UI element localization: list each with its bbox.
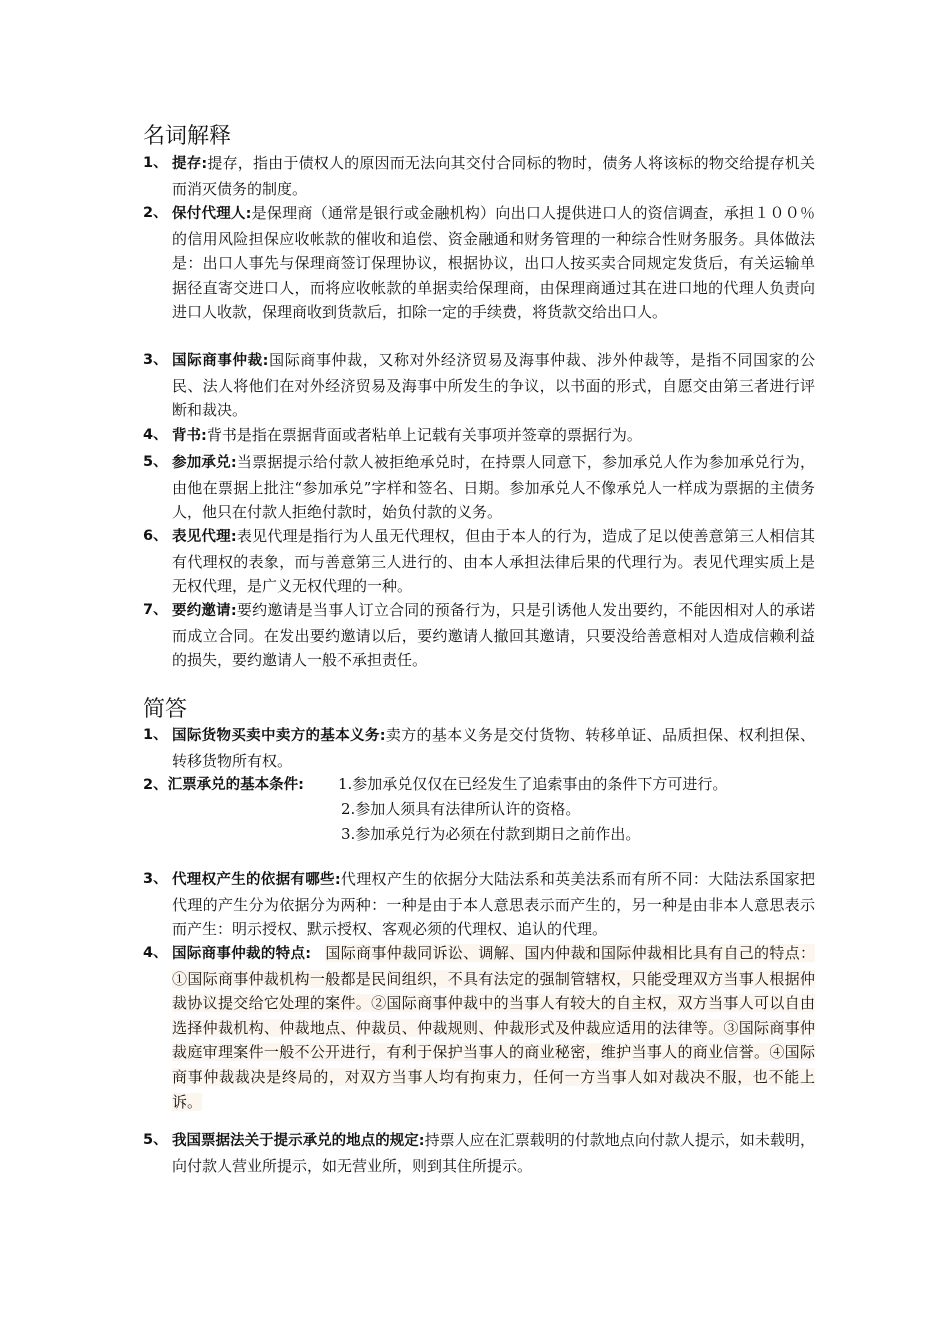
item-term: 国际商事仲裁: bbox=[172, 353, 269, 369]
definition-item-7 bbox=[143, 598, 815, 673]
answer-item-1 bbox=[143, 723, 815, 773]
definition-item-1 bbox=[143, 151, 815, 201]
item-number: 5、 bbox=[143, 454, 168, 470]
item-text: 当票据提示给付款人被拒绝承兑时，在持票人同意下，参加承兑人作为参加承兑行为，由他在票据上批注“参加承兑”字样和签名、日期。参加承兑人不像承兑人一样成为票据的主债务人，他只在付款人拒绝付款时，始负付款的义务。 bbox=[172, 453, 815, 522]
item-number: 1、 bbox=[143, 155, 168, 171]
item-number: 3、 bbox=[143, 352, 168, 368]
item-text: 表见代理是指行为人虽无代理权，但由于本人的行为，造成了足以使善意第三人相信其有代理权的表象，而与善意第三人进行的、由本人承担法律后果的代理行为。表见代理实质上是无权代理，是广义无权代理的一种。 bbox=[172, 527, 815, 596]
item-text: 代理权产生的依据分大陆法系和英美法系而有所不同：大陆法系国家把代理的产生分为依据分为两种：一种是由于本人意思表示而产生的，另一种是由非本人意思表示而产生：明示授权、默示授权、客观必须的代理权、追认的代理。 bbox=[172, 870, 815, 939]
item-number: 7、 bbox=[143, 602, 168, 618]
item-term: 保付代理人: bbox=[172, 206, 252, 222]
definition-item-5 bbox=[143, 450, 815, 525]
item-text: 卖方的基本义务是交付货物、转移单证、品质担保、权利担保、转移货物所有权。 bbox=[172, 726, 815, 770]
answer-item-5 bbox=[143, 1128, 815, 1178]
item-term: 国际货物买卖中卖方的基本义务: bbox=[172, 728, 386, 744]
item-number: 5、 bbox=[143, 1132, 168, 1148]
item-number: 4、 bbox=[143, 945, 168, 961]
item-term: 背书: bbox=[172, 428, 207, 444]
definition-item-3 bbox=[143, 348, 815, 423]
condition-line-3: 3.参加承兑行为必须在付款到期日之前作出。 bbox=[341, 825, 641, 843]
item-term: 参加承兑: bbox=[172, 455, 237, 471]
item-number: 4、 bbox=[143, 427, 168, 443]
definition-item-2 bbox=[143, 201, 815, 325]
item-text: 国际商事仲裁，又称对外经济贸易及海事仲裁、涉外仲裁等，是指不同国家的公民、法人将他们在对外经济贸易及海事中所发生的争议，以书面的形式，自愿交由第三者进行评断和裁决。 bbox=[172, 351, 815, 420]
item-text: 提存，指由于债权人的原因而无法向其交付合同标的物时，债务人将该标的物交给提存机关而消灭债务的制度。 bbox=[172, 154, 815, 198]
item-text: 是保理商（通常是银行或金融机构）向出口人提供进口人的资信调查，承担１００％的信用风险担保应收帐款的催收和追偿、资金融通和财务管理的一种综合性财务服务。具体做法是：出口人事先与保理商签订保理协议，根据协议，出口人按买卖合同规定发货后，有关运输单据径直寄交进口人，而将应收帐款的单据卖给保理商，由保理商通过其在进口地的代理人负责向进口人收款，保理商收到货款后，扣除一定的手续费，将货款交给出口人。 bbox=[172, 204, 815, 322]
item-term: 代理权产生的依据有哪些: bbox=[172, 872, 341, 888]
answer-item-3 bbox=[143, 867, 815, 942]
item-term: 我国票据法关于提示承兑的地点的规定: bbox=[172, 1133, 425, 1149]
item-text: 背书是指在票据背面或者粘单上记载有关事项并签章的票据行为。 bbox=[206, 426, 642, 444]
section-heading-short-answers: 简答 bbox=[143, 697, 188, 722]
item-term: 表见代理: bbox=[172, 529, 237, 545]
section-heading-definitions: 名词解释 bbox=[143, 124, 232, 149]
item-term: 国际商事仲裁的特点: bbox=[172, 946, 312, 962]
answer-item-4 bbox=[143, 941, 815, 1114]
item-term: 要约邀请: bbox=[172, 603, 237, 619]
item-text: 持票人应在汇票载明的付款地点向付款人提示，如未载明，向付款人营业所提示，如无营业所，则到其住所提示。 bbox=[172, 1131, 815, 1175]
condition-line-1: 1.参加承兑仅仅在已经发生了追索事由的条件下方可进行。 bbox=[338, 775, 728, 793]
item-lead: 2、汇票承兑的基本条件: bbox=[143, 777, 304, 793]
item-number: 6、 bbox=[143, 528, 168, 544]
definition-item-6 bbox=[143, 524, 815, 599]
item-number: 3、 bbox=[143, 871, 168, 887]
definition-item-4 bbox=[143, 423, 815, 449]
item-text: 要约邀请是当事人订立合同的预备行为，只是引诱他人发出要约，不能因相对人的承诺而成立合同。在发出要约邀请以后，要约邀请人撤回其邀请，只要没给善意相对人造成信赖利益的损失，要约邀请人一般不承担责任。 bbox=[172, 601, 815, 670]
item-number: 2、 bbox=[143, 205, 168, 221]
item-text: 国际商事仲裁同诉讼、调解、国内仲裁和国际仲裁相比具有自己的特点：①国际商事仲裁机构一般都是民间组织，不具有法定的强制管辖权，只能受理双方当事人根据仲裁协议提交给它处理的案件。②国际商事仲裁中的当事人有较大的自主权，双方当事人可以自由选择仲裁机构、仲裁地点、仲裁员、仲裁规则、仲裁形式及仲裁应适用的法律等。③国际商事仲裁庭审理案件一般不公开进行，有利于保护当事人的商业秘密，维护当事人的商业信誉。④国际商事仲裁裁决是终局的，对双方当事人均有拘束力，任何一方当事人如对裁决不服，也不能上诉。 bbox=[172, 944, 815, 1111]
condition-line-2: 2.参加人须具有法律所认许的资格。 bbox=[341, 800, 581, 818]
item-number: 1、 bbox=[143, 727, 168, 743]
item-term: 提存: bbox=[172, 156, 208, 172]
